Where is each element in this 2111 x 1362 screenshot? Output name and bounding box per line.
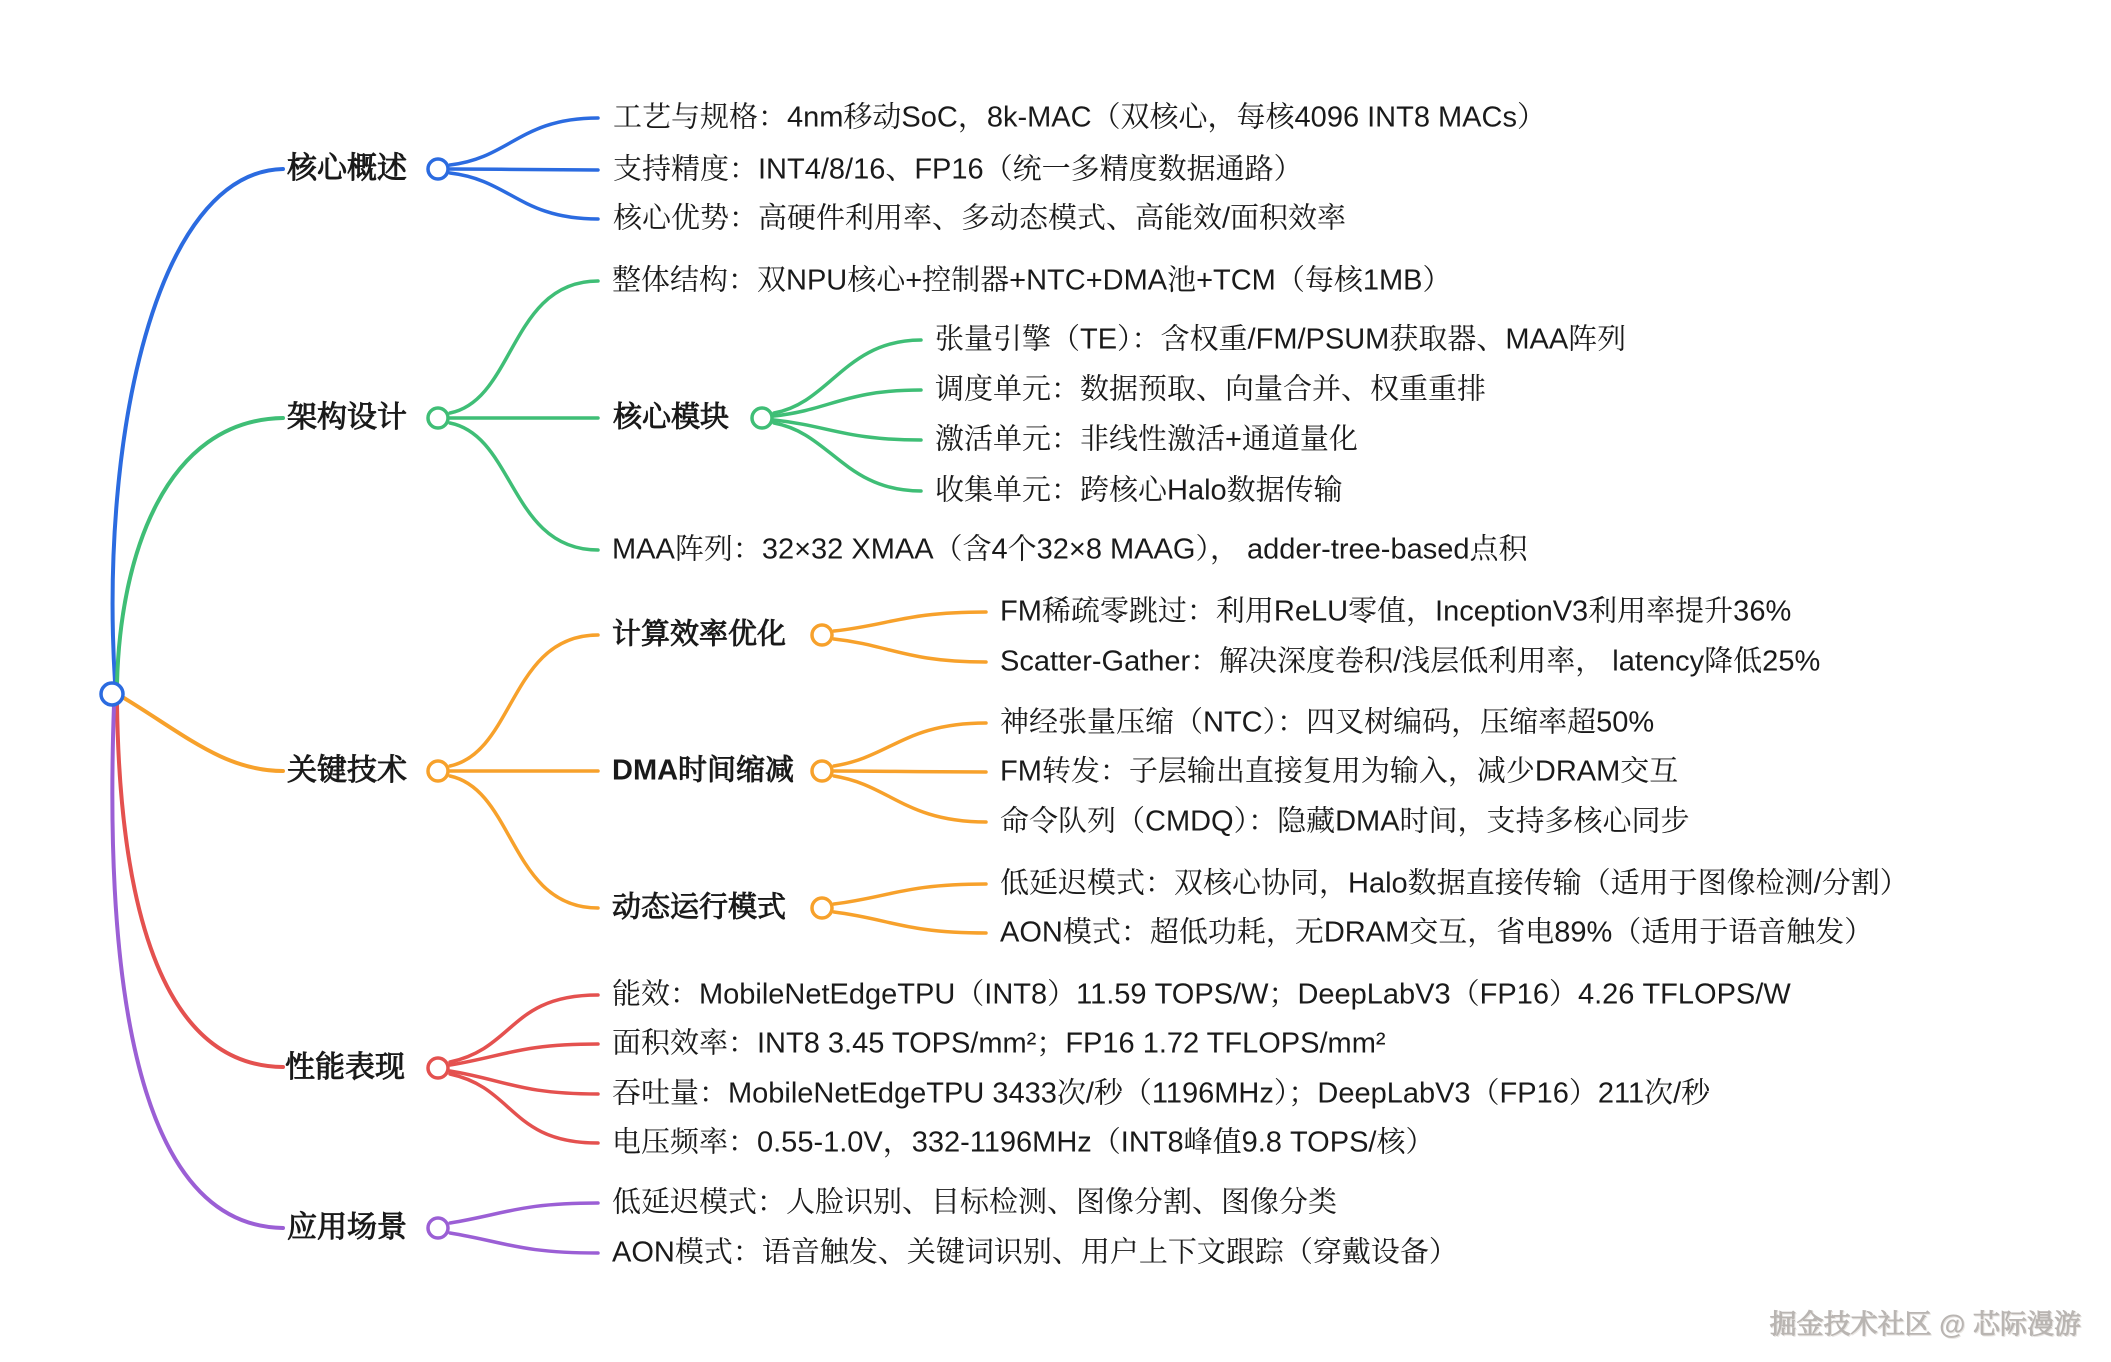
- link-dma-2: [834, 771, 986, 772]
- leaf-activation-unit: 激活单元：非线性激活+通道量化: [935, 423, 1358, 456]
- subnode-dynamic-modes: 动态运行模式: [612, 891, 787, 924]
- leaf-app-aon: AON模式：语音触发、关键词识别、用户上下文跟踪（穿戴设备）: [612, 1236, 1458, 1269]
- leaf-throughput: 吞吐量：MobileNetEdgeTPU 3433次/秒（1196MHz）；DeepLabV3（FP16）211次/秒: [612, 1077, 1711, 1110]
- branch-performance: 性能表现: [285, 1050, 405, 1084]
- link-perf-1: [450, 995, 598, 1062]
- link-computeopt-2: [834, 639, 986, 662]
- leaf-core-advantages: 核心优势：高硬件利用率、多动态模式、高能效/面积效率: [613, 202, 1347, 235]
- link-app-1: [450, 1203, 598, 1223]
- link-arch-maa: [450, 423, 598, 550]
- leaf-process-spec: 工艺与规格：4nm移动SoC，8k-MAC（双核心，每核4096 INT8 MACs）: [613, 101, 1546, 134]
- link-perf-4: [450, 1074, 598, 1143]
- leaf-maa-array: MAA阵列：32×32 XMAA（含4个32×8 MAAG）， adder-tree-based点积: [612, 533, 1528, 566]
- computeopt-node-circle: [812, 625, 832, 645]
- link-computeopt-1: [834, 612, 986, 631]
- branch-key-tech: 关键技术: [287, 753, 407, 787]
- link-overview-3: [450, 173, 598, 219]
- leaf-fm-sparse-skip: FM稀疏零跳过：利用ReLU零值，InceptionV3利用率提升36%: [1000, 595, 1792, 628]
- branch-architecture: 架构设计: [287, 400, 407, 434]
- branch-core-overview: 核心概述: [287, 151, 407, 185]
- leaf-gather-unit: 收集单元：跨核心Halo数据传输: [935, 474, 1343, 507]
- link-app-2: [450, 1233, 598, 1253]
- leaf-scatter-gather: Scatter-Gather：解决深度卷积/浅层低利用率， latency降低25%: [1000, 645, 1821, 678]
- branch-applications: 应用场景: [287, 1210, 407, 1244]
- link-arch-overall: [450, 281, 598, 413]
- leaf-app-low-latency: 低延迟模式：人脸识别、目标检测、图像分割、图像分类: [612, 1186, 1338, 1219]
- architecture-node-circle: [428, 408, 448, 428]
- leaf-ntc-compression: 神经张量压缩（NTC）：四叉树编码，压缩率超50%: [1000, 706, 1655, 739]
- link-dynamic-2: [834, 912, 986, 933]
- watermark: 掘金技术社区 @ 芯际漫游: [1769, 1309, 2081, 1340]
- performance-node-circle: [428, 1058, 448, 1078]
- overview-node-circle: [428, 159, 448, 179]
- link-root-keytech: [124, 698, 283, 771]
- root-node-circle: [101, 683, 123, 705]
- link-root-applications: [112, 705, 283, 1228]
- coremodules-node-circle: [752, 408, 772, 428]
- leaf-tensor-engine: 张量引擎（TE）：含权重/FM/PSUM获取器、MAA阵列: [935, 323, 1627, 356]
- link-overview-2: [450, 169, 598, 170]
- leaf-aon-mode: AON模式：超低功耗，无DRAM交互，省电89%（适用于语音触发）: [1000, 916, 1874, 949]
- leaf-command-queue: 命令队列（CMDQ）：隐藏DMA时间，支持多核心同步: [1000, 805, 1690, 838]
- subnode-core-modules: 核心模块: [613, 401, 730, 434]
- link-dma-1: [834, 723, 986, 766]
- link-root-overview: [113, 169, 283, 682]
- leaf-area-efficiency: 面积效率：INT8 3.45 TOPS/mm²；FP16 1.72 TFLOPS/mm²: [612, 1027, 1386, 1060]
- link-coremod-1: [774, 340, 921, 413]
- subnode-dma-reduction: DMA时间缩减: [612, 754, 795, 787]
- leaf-overall-structure: 整体结构：双NPU核心+控制器+NTC+DMA池+TCM（每核1MB）: [612, 264, 1452, 297]
- link-root-architecture: [117, 418, 283, 684]
- leaf-energy-efficiency: 能效：MobileNetEdgeTPU（INT8）11.59 TOPS/W；DeepLabV3（FP16）4.26 TFLOPS/W: [612, 978, 1791, 1011]
- link-dma-3: [834, 776, 986, 822]
- leaf-low-latency-mode: 低延迟模式：双核心协同，Halo数据直接传输（适用于图像检测/分割）: [1000, 867, 1909, 900]
- dmareduction-node-circle: [812, 761, 832, 781]
- link-dynamic-1: [834, 884, 986, 904]
- link-overview-1: [450, 118, 598, 165]
- leaf-voltage-frequency: 电压频率：0.55-1.0V，332-1196MHz（INT8峰值9.8 TOPS/核）: [612, 1126, 1435, 1159]
- leaf-fm-forwarding: FM转发：子层输出直接复用为输入，减少DRAM交互: [1000, 755, 1679, 788]
- subnode-compute-opt: 计算效率优化: [612, 618, 787, 651]
- dynamicmodes-node-circle: [812, 898, 832, 918]
- link-keytech-computeopt: [450, 635, 598, 766]
- applications-node-circle: [428, 1218, 448, 1238]
- link-coremod-2: [774, 390, 921, 416]
- link-root-performance: [117, 704, 283, 1067]
- keytech-node-circle: [428, 761, 448, 781]
- leaf-scheduler-unit: 调度单元：数据预取、向量合并、权重重排: [935, 373, 1487, 406]
- link-keytech-dynamic: [450, 776, 598, 908]
- leaf-precision: 支持精度：INT4/8/16、FP16（统一多精度数据通路）: [613, 153, 1303, 186]
